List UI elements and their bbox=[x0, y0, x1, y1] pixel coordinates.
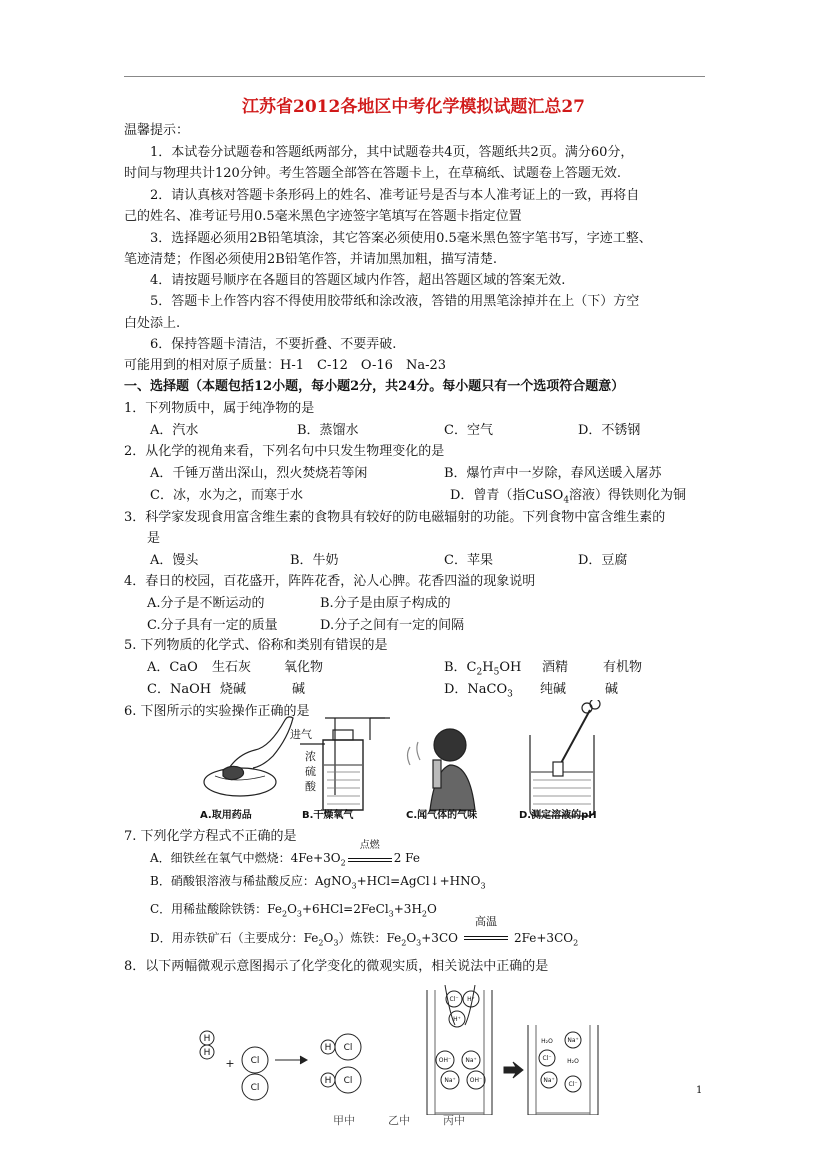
header-rule bbox=[124, 76, 705, 77]
notice-line: 时间与物理共计120分钟。考生答题全部答在答题卡上，在草稿纸、试题卷上答题无效. bbox=[124, 166, 621, 181]
q5-option-c-formula: C．NaOH bbox=[147, 682, 212, 697]
q5-option-b-name: 酒精 bbox=[542, 660, 569, 675]
q6-caption-c: C.闻气体的气味 bbox=[406, 810, 478, 821]
q4-option-d: D.分子之间有一定的间隔 bbox=[320, 618, 465, 633]
notice-line: 笔迹清楚；作图必须使用2B铅笔作答，并请加黑加粗，描写清楚. bbox=[124, 252, 497, 267]
acid-label-2: 硫 bbox=[305, 765, 316, 778]
q6-caption-b: B.干燥氧气 bbox=[302, 810, 354, 821]
q5-option-c-class: 碱 bbox=[292, 682, 306, 697]
oh-ion-label: OH⁻ bbox=[438, 1057, 452, 1064]
question-6-stem: 6. 下图所示的实验操作正确的是 bbox=[124, 704, 310, 719]
q1-option-a: A．汽水 bbox=[150, 423, 199, 438]
h-ion-label: H⁺ bbox=[453, 1016, 461, 1023]
q3-option-c: C．苹果 bbox=[444, 553, 493, 568]
notice-line: 己的姓名、准考证号用0.5毫米黑色字迹签字笔填写在答题卡指定位置 bbox=[124, 209, 522, 224]
q2-option-b: B．爆竹声中一岁除，春风送暖入屠苏 bbox=[444, 466, 662, 481]
q2-option-a: A．千锤万凿出深山，烈火焚烧若等闲 bbox=[150, 466, 368, 481]
cl-ion-label: Cl⁻ bbox=[542, 1055, 552, 1062]
q6-caption-d: D.测定溶液的pH bbox=[519, 810, 597, 821]
water-label: H₂O bbox=[541, 1038, 553, 1045]
notice-line: 1．本试卷分试题卷和答题纸两部分，其中试题卷共4页，答题纸共2页。满分60分， bbox=[150, 145, 634, 160]
question-4-stem: 4．春日的校园，百花盛开，阵阵花香，沁人心脾。花香四溢的现象说明 bbox=[124, 574, 536, 589]
q5-option-d-formula: D．NaCO$_3$ bbox=[444, 682, 513, 700]
h-atom-label: H bbox=[324, 1076, 332, 1086]
q5-option-c-name: 烧碱 bbox=[220, 682, 247, 697]
q7-option-c: C．用稀盐酸除铁锈：$Fe_2O_3+6HCl=2FeCl_3+3H_2O$ bbox=[150, 902, 437, 919]
h-atom-label: H bbox=[203, 1048, 211, 1058]
na-ion-label: Na⁺ bbox=[465, 1057, 477, 1064]
q1-option-d: D．不锈钢 bbox=[578, 423, 641, 438]
cl-atom-label: Cl bbox=[343, 1076, 353, 1086]
cl-ion-label: Cl⁻ bbox=[449, 996, 459, 1003]
question-3-stem-cont: 是 bbox=[147, 531, 161, 546]
q7-option-d: D．用赤铁矿石（主要成分：$Fe_2O_3$）炼铁：$Fe_2O_3+3CO$ 高温 $2Fe+3CO_2$ bbox=[150, 915, 579, 948]
q5-option-b-formula: B．$C_2H_5OH$ bbox=[444, 660, 522, 678]
question-7-stem: 7. 下列化学方程式不正确的是 bbox=[124, 829, 297, 844]
q5-option-a-name: 生石灰 bbox=[212, 660, 252, 675]
cl-ion-label: Cl⁻ bbox=[568, 1081, 578, 1088]
notice-line: 4．请按题号顺序在各题目的答题区域内作答，超出答题区域的答案无效. bbox=[150, 273, 566, 288]
notice-line: 5．答题卡上作答内容不得使用胶带纸和涂改液，答错的用黑笔涂掉并在上（下）方空 bbox=[150, 294, 640, 309]
h-atom-label: H bbox=[324, 1043, 332, 1053]
q3-option-a: A．馒头 bbox=[150, 553, 199, 568]
q5-option-a-formula: A．CaO bbox=[147, 660, 198, 675]
q2-option-c: C．冰，水为之，而寒于水 bbox=[150, 488, 303, 503]
gas-in-label: 进气 bbox=[290, 728, 312, 741]
question-8-stem: 8．以下两幅微观示意图揭示了化学变化的微观实质，相关说法中正确的是 bbox=[124, 959, 549, 974]
page-title: 江苏省2012各地区中考化学模拟试题汇总27 bbox=[242, 97, 585, 117]
notice-line: 2．请认真核对答题卡条形码上的姓名、准考证号是否与本人准考证上的一致，再将自 bbox=[150, 188, 640, 203]
atomic-mass-line: 可能用到的相对原子质量：H-1 C-12 O-16 Na-23 bbox=[124, 358, 447, 373]
q4-option-b: B.分子是由原子构成的 bbox=[320, 596, 451, 611]
plus-sign: + bbox=[225, 1057, 235, 1070]
question-3-stem: 3．科学家发现食用富含维生素的食物具有较好的防电磁辐射的功能。下列食物中富含维生素的 bbox=[124, 510, 666, 525]
notice-line: 白处添上. bbox=[124, 316, 181, 331]
q5-option-d-class: 碱 bbox=[605, 682, 619, 697]
q5-option-b-class: 有机物 bbox=[603, 660, 643, 675]
acid-label-3: 酸 bbox=[305, 780, 316, 793]
ph-test-figure bbox=[530, 700, 600, 816]
q5-option-d-name: 纯碱 bbox=[540, 682, 567, 697]
acid-label-1: 浓 bbox=[305, 750, 316, 763]
q1-option-b: B．蒸馏水 bbox=[297, 423, 359, 438]
oh-ion-label: OH⁻ bbox=[469, 1077, 483, 1084]
na-ion-label: Na⁺ bbox=[444, 1077, 456, 1084]
h-atom-label: H bbox=[203, 1034, 211, 1044]
q7-option-b: B．硝酸银溶液与稀盐酸反应：$AgNO_3+HCl=AgCl↓+HNO_3$ bbox=[150, 874, 486, 891]
q5-option-a-class: 氧化物 bbox=[284, 660, 324, 675]
q4-option-c: C.分子具有一定的质量 bbox=[147, 618, 278, 633]
q6-caption-a: A.取用药品 bbox=[200, 810, 252, 821]
page-number: 1 bbox=[696, 1085, 703, 1096]
q3-option-d: D．豆腐 bbox=[578, 553, 628, 568]
notice-line: 3．选择题必须用2B铅笔填涂，其它答案必须使用0.5毫米黑色签字笔书写，字迹工整、 bbox=[150, 231, 652, 246]
taking-reagent-figure bbox=[204, 717, 293, 796]
na-ion-label: Na⁺ bbox=[567, 1037, 579, 1044]
gas-drying-bottle-figure bbox=[300, 718, 390, 810]
q2-option-d: D．曾青（指CuSO$_4$溶液）得铁则化为铜 bbox=[450, 488, 687, 506]
q3-option-b: B．牛奶 bbox=[290, 553, 339, 568]
q1-option-c: C．空气 bbox=[444, 423, 493, 438]
section-heading: 一、选择题（本题包括12小题，每小题2分，共24分。每小题只有一个选项符合题意） bbox=[124, 379, 625, 394]
notice-heading: 温馨提示： bbox=[124, 123, 190, 138]
water-label: H₂O bbox=[567, 1058, 579, 1065]
notice-line: 6．保持答题卡清洁，不要折叠、不要弄破. bbox=[150, 337, 397, 352]
h-ion-label: H⁺ bbox=[467, 996, 475, 1003]
cl-atom-label: Cl bbox=[343, 1043, 353, 1053]
question-2-stem: 2．从化学的视角来看，下列名句中只发生物理变化的是 bbox=[124, 444, 445, 459]
q4-option-a: A.分子是不断运动的 bbox=[147, 596, 265, 611]
q8-figure bbox=[190, 985, 610, 1115]
smelling-gas-figure bbox=[408, 729, 476, 810]
q8-bottom-fragment: 甲中 乙中 丙中 bbox=[333, 1114, 465, 1127]
cl-atom-label: Cl bbox=[250, 1056, 260, 1066]
na-ion-label: Na⁺ bbox=[543, 1077, 555, 1084]
question-5-stem: 5. 下列物质的化学式、俗称和类别有错误的是 bbox=[124, 638, 388, 653]
q7-option-a: A．细铁丝在氧气中燃烧：$4Fe+3O_2$ 点燃 2 Fe bbox=[150, 840, 420, 868]
question-1-stem: 1．下列物质中，属于纯净物的是 bbox=[124, 401, 315, 416]
cl-atom-label: Cl bbox=[250, 1083, 260, 1093]
